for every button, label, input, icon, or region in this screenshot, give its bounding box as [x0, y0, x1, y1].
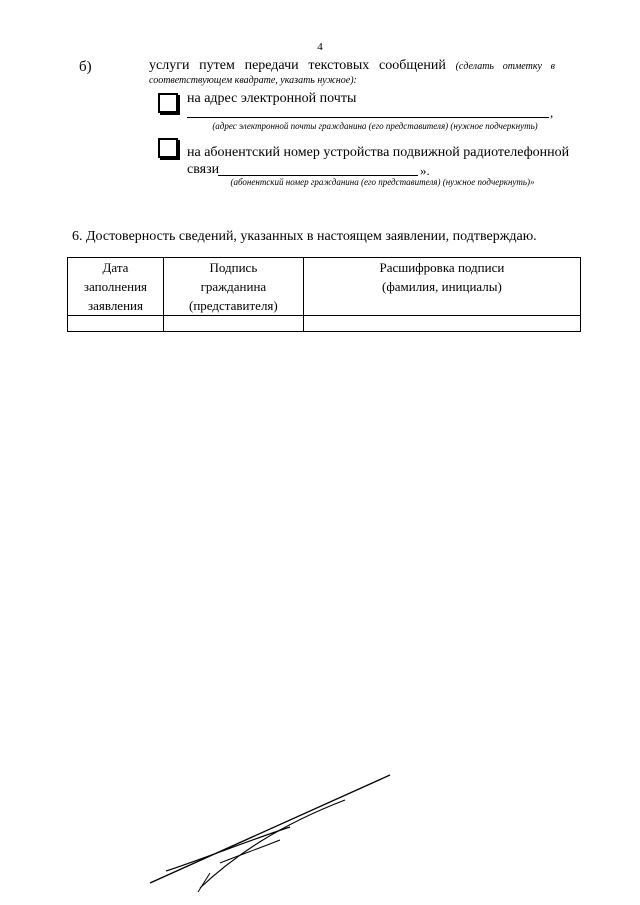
service-text: услуги путем передачи текстовых сообщений	[149, 58, 446, 73]
service-note: соответствующем квадрате, указать нужное):	[149, 75, 357, 86]
phone-hint: (абонентский номер гражданина (его представителя) (нужное подчеркнуть)»	[230, 177, 535, 187]
page-number: 4	[317, 41, 323, 53]
email-option-label: на адрес электронной почты	[187, 91, 357, 106]
email-input-line[interactable]	[187, 117, 549, 118]
table-header-row	[68, 258, 581, 316]
service-description	[149, 58, 555, 74]
email-line-end: ,	[550, 105, 554, 120]
phone-line-end: ».	[420, 163, 430, 178]
header-date: Дата заполнения заявления	[68, 258, 164, 316]
service-note-inline: (сделать отметку в	[455, 61, 556, 72]
phone-option-label: на абонентский номер устройства подвижной радиотелефонной	[187, 145, 570, 160]
date-cell[interactable]	[68, 316, 164, 332]
section-letter: б)	[79, 59, 92, 75]
phone-checkbox[interactable]	[158, 138, 178, 158]
confirmation-statement: 6. Достоверность сведений, указанных в настоящем заявлении, подтверждаю.	[72, 229, 537, 244]
table-row	[68, 316, 581, 332]
phone-option-label-continuation: связи	[187, 162, 220, 177]
handwritten-signature	[140, 770, 400, 900]
header-signature: Подпись гражданина (представителя)	[163, 258, 303, 316]
decoding-cell[interactable]	[303, 316, 580, 332]
header-decoding: Расшифровка подписи (фамилия, инициалы)	[303, 258, 580, 316]
signature-table	[67, 257, 581, 332]
email-hint: (адрес электронной почты гражданина (его представителя) (нужное подчеркнуть)	[212, 121, 538, 131]
signature-cell[interactable]	[163, 316, 303, 332]
email-checkbox[interactable]	[158, 93, 178, 113]
